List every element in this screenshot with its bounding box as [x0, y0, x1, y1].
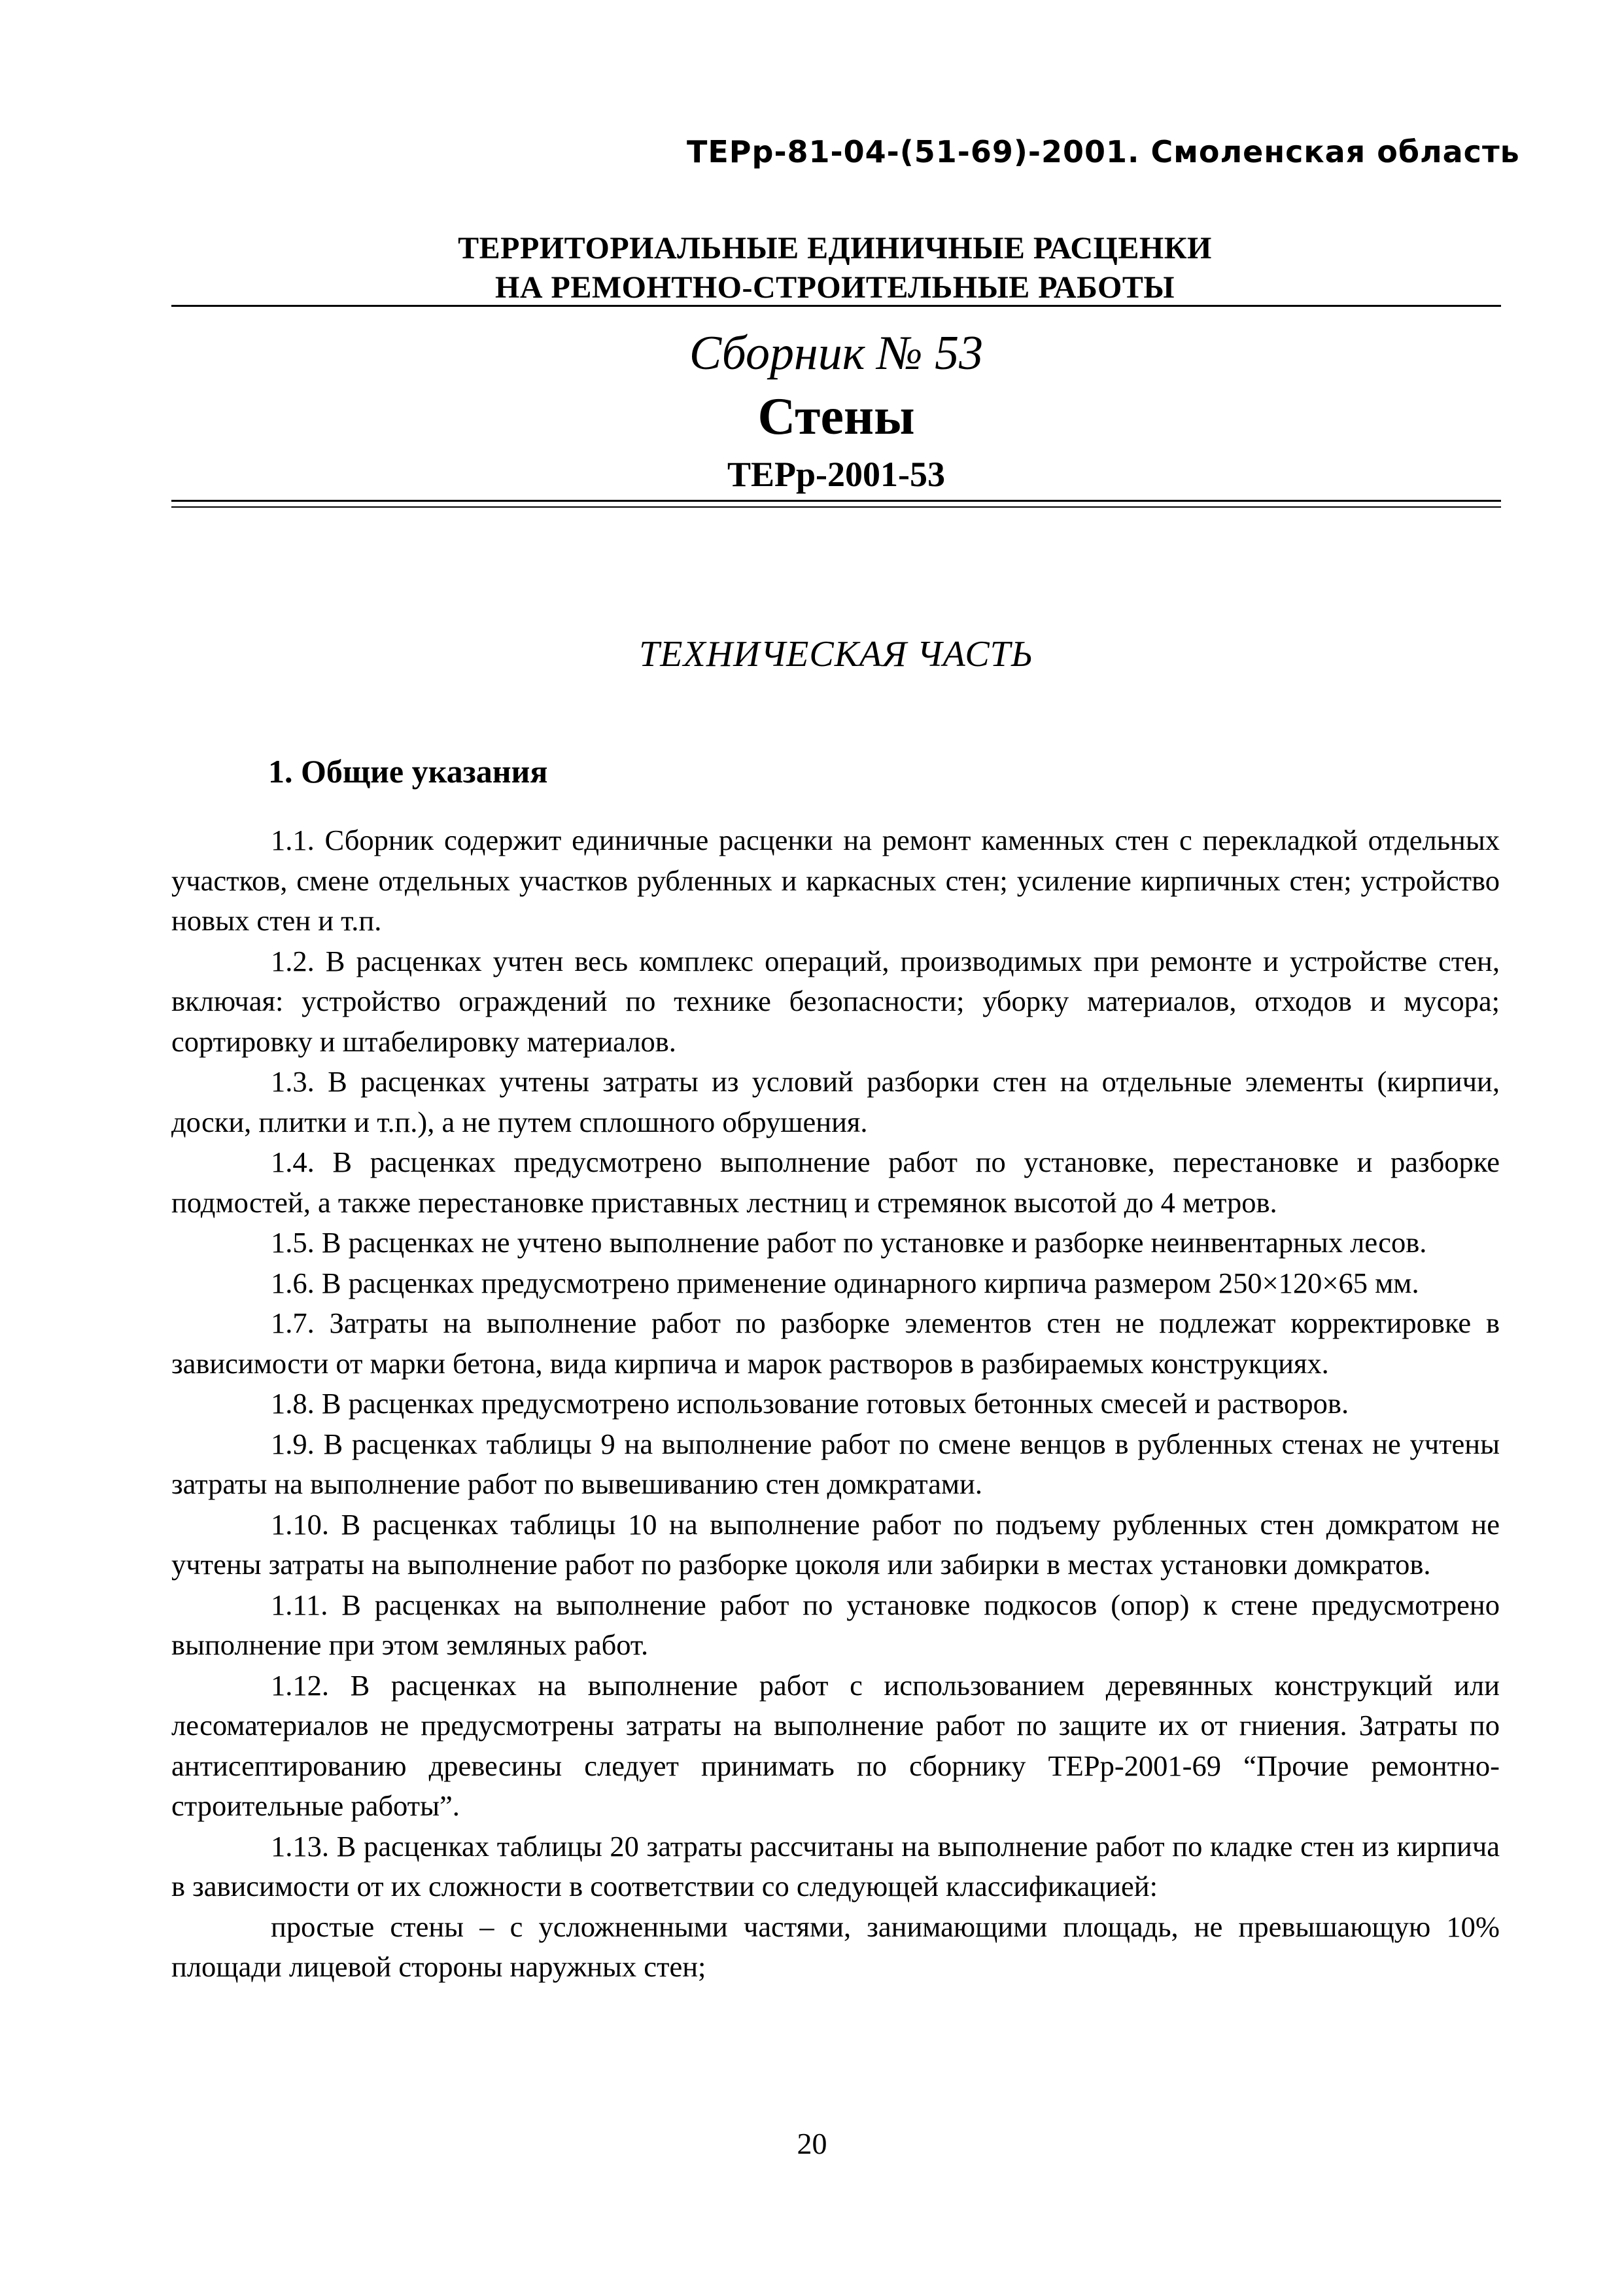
body-text [171, 820, 1500, 1988]
collection-number: Сборник № 53 [689, 326, 984, 380]
paragraph: 1.9. В расценках таблицы 9 на выполнение работ по смене венцов в рубленных стенах не учтены затраты на выполнение работ по вывешиванию стен домкратами. [171, 1427, 1500, 1500]
page-number: 20 [797, 2127, 827, 2160]
paragraph: 1.1. Сборник содержит единичные расценки на ремонт каменных стен с перекладкой отдельных участков, смене отдельных участков рубленных и каркасных стен; усиление кирпичных стен; устройство новых стен и т.п. [171, 824, 1500, 937]
paragraph: 1.3. В расценках учтены затраты из условий разборки стен на отдельные элементы (кирпичи, доски, плитки и т.п.), а не путем сплошного обрушения. [171, 1065, 1500, 1138]
double-rule-top [171, 500, 1501, 502]
title-line-1: ТЕРРИТОРИАЛЬНЫЕ ЕДИНИЧНЫЕ РАСЦЕНКИ [458, 231, 1212, 266]
paragraph: 1.10. В расценках таблицы 10 на выполнение работ по подъему рубленных стен домкратом не учтены затраты на выполнение работ по разборке цоколя или забирки в местах установки домкратов. [171, 1507, 1500, 1581]
paragraph: 1.13. В расценках таблицы 20 затраты рассчитаны на выполнение работ по кладке стен из кирпича в зависимости от их сложности в соответствии со следующей классификацией: [171, 1829, 1500, 1902]
paragraph: 1.6. В расценках предусмотрено применение одинарного кирпича размером 250×120×65 мм. [271, 1266, 1419, 1299]
document-code: ТЕРр-2001-53 [727, 455, 946, 494]
paragraph: 1.11. В расценках на выполнение работ по установке подкосов (опор) к стене предусмотрено выполнение при этом земляных работ. [171, 1588, 1500, 1661]
running-head: ТЕРр-81-04-(51-69)-2001. Смоленская область [687, 134, 1520, 169]
section-heading: 1. Общие указания [268, 753, 548, 790]
section-title: Стены [757, 388, 915, 446]
title-line-2: НА РЕМОНТНО-СТРОИТЕЛЬНЫЕ РАБОТЫ [495, 270, 1175, 305]
paragraph: 1.5. В расценках не учтено выполнение работ по установке и разборке неинвентарных лесов. [271, 1226, 1427, 1259]
paragraph: 1.7. Затраты на выполнение работ по разборке элементов стен не подлежат корректировке в зависимости от марки бетона, вида кирпича и марок растворов в разбираемых конструкциях. [171, 1306, 1500, 1380]
paragraph: простые стены – с усложненными частями, занимающими площадь, не превышающую 10% площади лицевой стороны наружных стен; [171, 1910, 1500, 1983]
paragraph: 1.8. В расценках предусмотрено использование готовых бетонных смесей и растворов. [271, 1387, 1349, 1420]
paragraph: 1.2. В расценках учтен весь комплекс операций, производимых при ремонте и устройстве стен, включая: устройство ограждений по технике безопасности; уборку материалов, отходов и мусора; сортировку и штабелировку материалов. [171, 944, 1500, 1058]
title-rule [171, 305, 1501, 307]
paragraph: 1.4. В расценках предусмотрено выполнение работ по установке, перестановке и разборке подмостей, а также перестановке приставных лестниц и стремянок высотой до 4 метров. [171, 1146, 1500, 1219]
tech-part-heading: ТЕХНИЧЕСКАЯ ЧАСТЬ [639, 634, 1033, 674]
paragraph: 1.12. В расценках на выполнение работ с использованием деревянных конструкций или лесоматериалов не предусмотрены затраты на выполнение работ по защите их от гниения. Затраты по антисептированию древесины следует принимать по сборнику ТЕРр-2001-69 “Прочие ремонтно-строительные работы”. [171, 1668, 1500, 1822]
double-rule-bottom [171, 506, 1501, 508]
